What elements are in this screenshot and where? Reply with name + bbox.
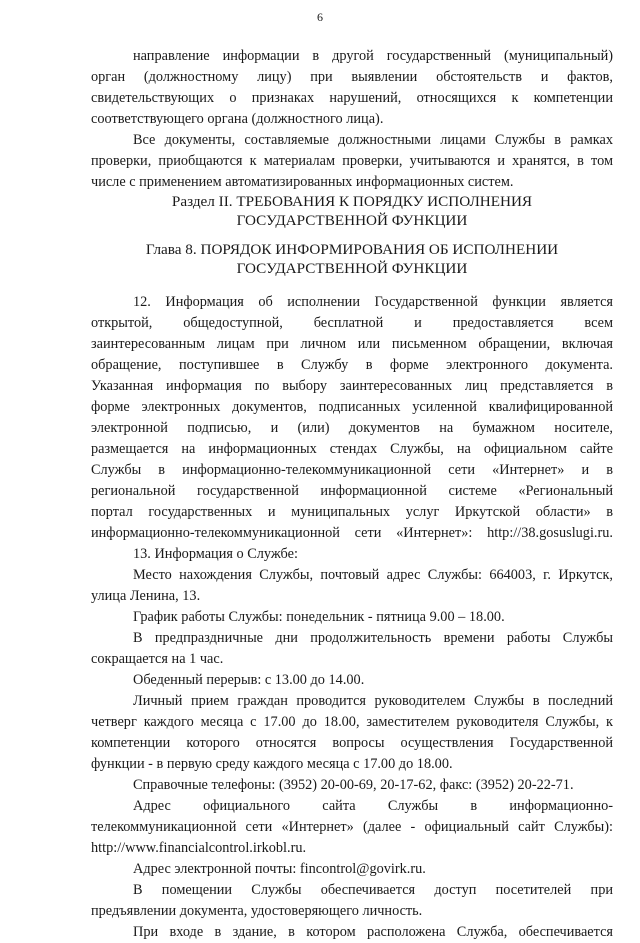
text-line: График работы Службы: понедельник - пятница 9.00 – 18.00.: [133, 609, 505, 625]
section-heading-line: ГОСУДАРСТВЕННОЙ ФУНКЦИИ: [236, 212, 468, 229]
section-heading: [91, 192, 613, 230]
paragraph-block-information: [91, 292, 613, 943]
text-line: функции - в первую среду каждого месяца с 17.00 до 18.00.: [91, 756, 453, 772]
text-line: соответствующего органа (должностного лица).: [91, 111, 384, 127]
text-line: проверки, приобщаются к материалам проверки, учитываются и хранятся, в том: [91, 153, 613, 169]
text-line: 12. Информация об исполнении Государственной функции является: [133, 294, 613, 310]
paragraph-block-intro: [91, 46, 613, 193]
text-line: форме электронных документов, подписанных усиленной квалифицированной: [91, 399, 613, 415]
text-line: http://www.financialcontrol.irkobl.ru.: [91, 840, 307, 856]
text-line: размещается на информационных стендах Службы, на официальном сайте: [91, 441, 613, 457]
text-line: В помещении Службы обеспечивается доступ посетителей при: [133, 882, 613, 898]
text-line: четверг каждого месяца с 17.00 до 18.00, заместителем руководителя Службы, к: [91, 714, 613, 730]
text-line: электронной подписью, и (или) документов на бумажном носителе,: [91, 420, 613, 436]
text-line: предъявлении документа, удостоверяющего личность.: [91, 903, 423, 919]
text-line: Адрес официального сайта Службы в информационно-: [133, 798, 613, 814]
text-line: орган (должностному лицу) при выявлении обстоятельств и фактов,: [91, 69, 613, 85]
text-line: заинтересованным лицам при личном или письменном обращении, включая: [91, 336, 613, 352]
text-line: Личный прием граждан проводится руководителем Службы в последний: [133, 693, 613, 709]
section-heading-line: Раздел II. ТРЕБОВАНИЯ К ПОРЯДКУ ИСПОЛНЕНИЯ: [171, 193, 533, 210]
text-line: В предпраздничные дни продолжительность времени работы Службы: [133, 630, 613, 646]
page-number: 6: [317, 10, 323, 24]
chapter-heading: [91, 240, 613, 278]
text-line: 13. Информация о Службе:: [133, 546, 298, 562]
chapter-heading-line: ГОСУДАРСТВЕННОЙ ФУНКЦИИ: [236, 260, 468, 277]
text-line: направление информации в другой государственный (муниципальный): [133, 48, 613, 64]
text-line: открытой, общедоступной, бесплатной и предоставляется всем: [91, 315, 613, 331]
text-line: Указанная информация по выбору заинтересованных лиц представляется в: [91, 378, 613, 394]
text-line: свидетельствующих о признаках нарушений, относящихся к компетенции: [91, 90, 613, 106]
text-line: Место нахождения Службы, почтовый адрес Службы: 664003, г. Иркутск,: [133, 567, 613, 583]
text-line: портал государственных и муниципальных услуг Иркутской области» в: [91, 504, 613, 520]
text-line: компетенции которого относятся вопросы осуществления Государственной: [91, 735, 613, 751]
chapter-heading-line: Глава 8. ПОРЯДОК ИНФОРМИРОВАНИЯ ОБ ИСПОЛНЕНИИ: [145, 241, 559, 258]
text-line: Адрес электронной почты: fincontrol@govirk.ru.: [133, 861, 426, 877]
text-line: обращение, поступившее в Службу в форме электронного документа.: [91, 357, 613, 373]
text-line: региональной государственной информационной системе «Региональный: [91, 483, 613, 499]
text-line: При входе в здание, в котором расположена Служба, обеспечивается: [133, 924, 613, 940]
text-line: Обеденный перерыв: с 13.00 до 14.00.: [133, 672, 365, 688]
text-line: Справочные телефоны: (3952) 20-00-69, 20-17-62, факс: (3952) 20-22-71.: [133, 777, 574, 793]
text-line: Службы в информационно-телекоммуникационной сети «Интернет» и в: [91, 462, 613, 478]
text-line: улица Ленина, 13.: [91, 588, 201, 604]
text-line: телекоммуникационной сети «Интернет» (далее - официальный сайт Службы):: [91, 819, 613, 835]
text-line: информационно-телекоммуникационной сети «Интернет»: http://38.gosuslugi.ru.: [91, 525, 613, 541]
text-line: числе с применением автоматизированных информационных систем.: [91, 174, 514, 190]
text-line: Все документы, составляемые должностными лицами Службы в рамках: [133, 132, 613, 148]
text-line: сокращается на 1 час.: [91, 651, 224, 667]
